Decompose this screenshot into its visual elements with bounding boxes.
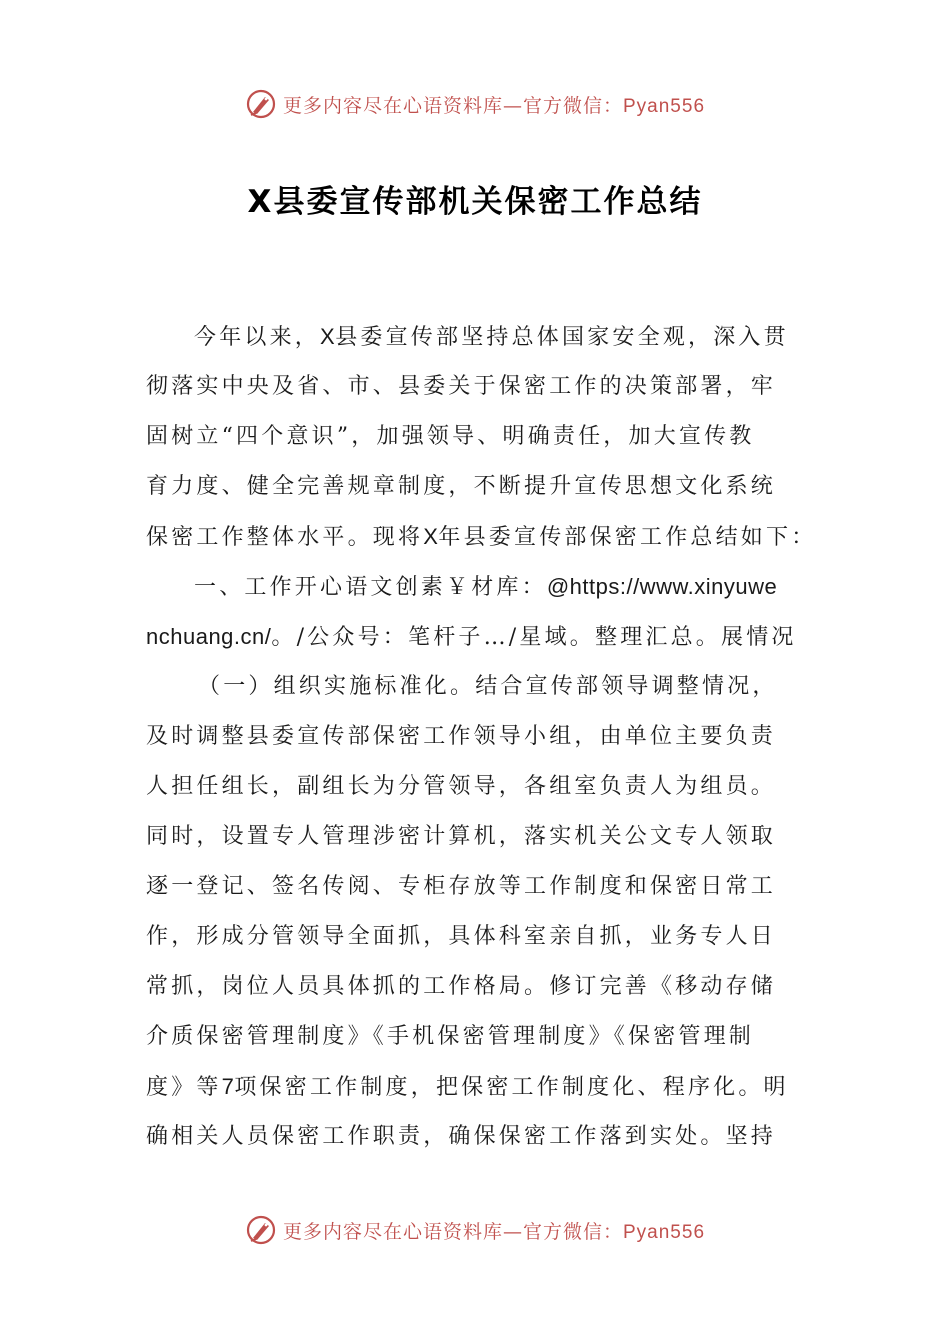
pen-nib-logo-icon — [245, 1214, 277, 1246]
subsection-heading-line: （一）组织实施标准化。结合宣传部领导调整情况， — [198, 674, 778, 699]
header-banner — [0, 84, 950, 124]
body-line: 今年以来，X县委宣传部坚持总体国家安全观，深入贯 — [194, 324, 789, 350]
body-line: nchuang.cn/。/公众号：笔杆子…/星域。整理汇总。展情况 — [146, 624, 797, 650]
document-body — [146, 312, 817, 1162]
body-line: 及时调整县委宣传部保密工作领导小组，由单位主要负责 — [146, 724, 777, 749]
body-line: 逐一登记、签名传阅、专柜存放等工作制度和保密日常工 — [146, 874, 777, 899]
body-line: 度》等7项保密工作制度，把保密工作制度化、程序化。明 — [146, 1074, 789, 1100]
body-line: 固树立“四个意识”，加强领导、明确责任，加大宣传教 — [146, 424, 755, 449]
body-line: 保密工作整体水平。现将X年县委宣传部保密工作总结如下： — [146, 524, 817, 550]
body-line: 人担任组长，副组长为分管领导，各组室负责人为组员。 — [146, 774, 777, 799]
body-line: 介质保密管理制度》《手机保密管理制度》《保密管理制 — [146, 1024, 755, 1049]
body-line: 育力度、健全完善规章制度，不断提升宣传思想文化系统 — [146, 474, 777, 499]
section-heading-line: 一、工作开心语文创素￥材库：@https://www.xinyuwe — [194, 574, 778, 600]
body-line: 同时，设置专人管理涉密计算机，落实机关公文专人领取 — [146, 824, 777, 849]
banner-text: 更多内容尽在心语资料库—官方微信：Pyan556 — [282, 94, 706, 117]
body-line: 常抓，岗位人员具体抓的工作格局。修订完善《移动存储 — [146, 974, 777, 999]
document-title: X县委宣传部机关保密工作总结 — [247, 184, 703, 220]
body-line: 确相关人员保密工作职责，确保保密工作落到实处。坚持 — [146, 1124, 777, 1149]
pen-nib-logo-icon — [245, 88, 277, 120]
banner-text: 更多内容尽在心语资料库—官方微信：Pyan556 — [282, 1220, 706, 1243]
body-line: 作，形成分管领导全面抓，具体科室亲自抓，业务专人日 — [146, 924, 777, 949]
footer-banner — [0, 1210, 950, 1250]
body-line: 彻落实中央及省、市、县委关于保密工作的决策部署，牢 — [146, 374, 777, 399]
